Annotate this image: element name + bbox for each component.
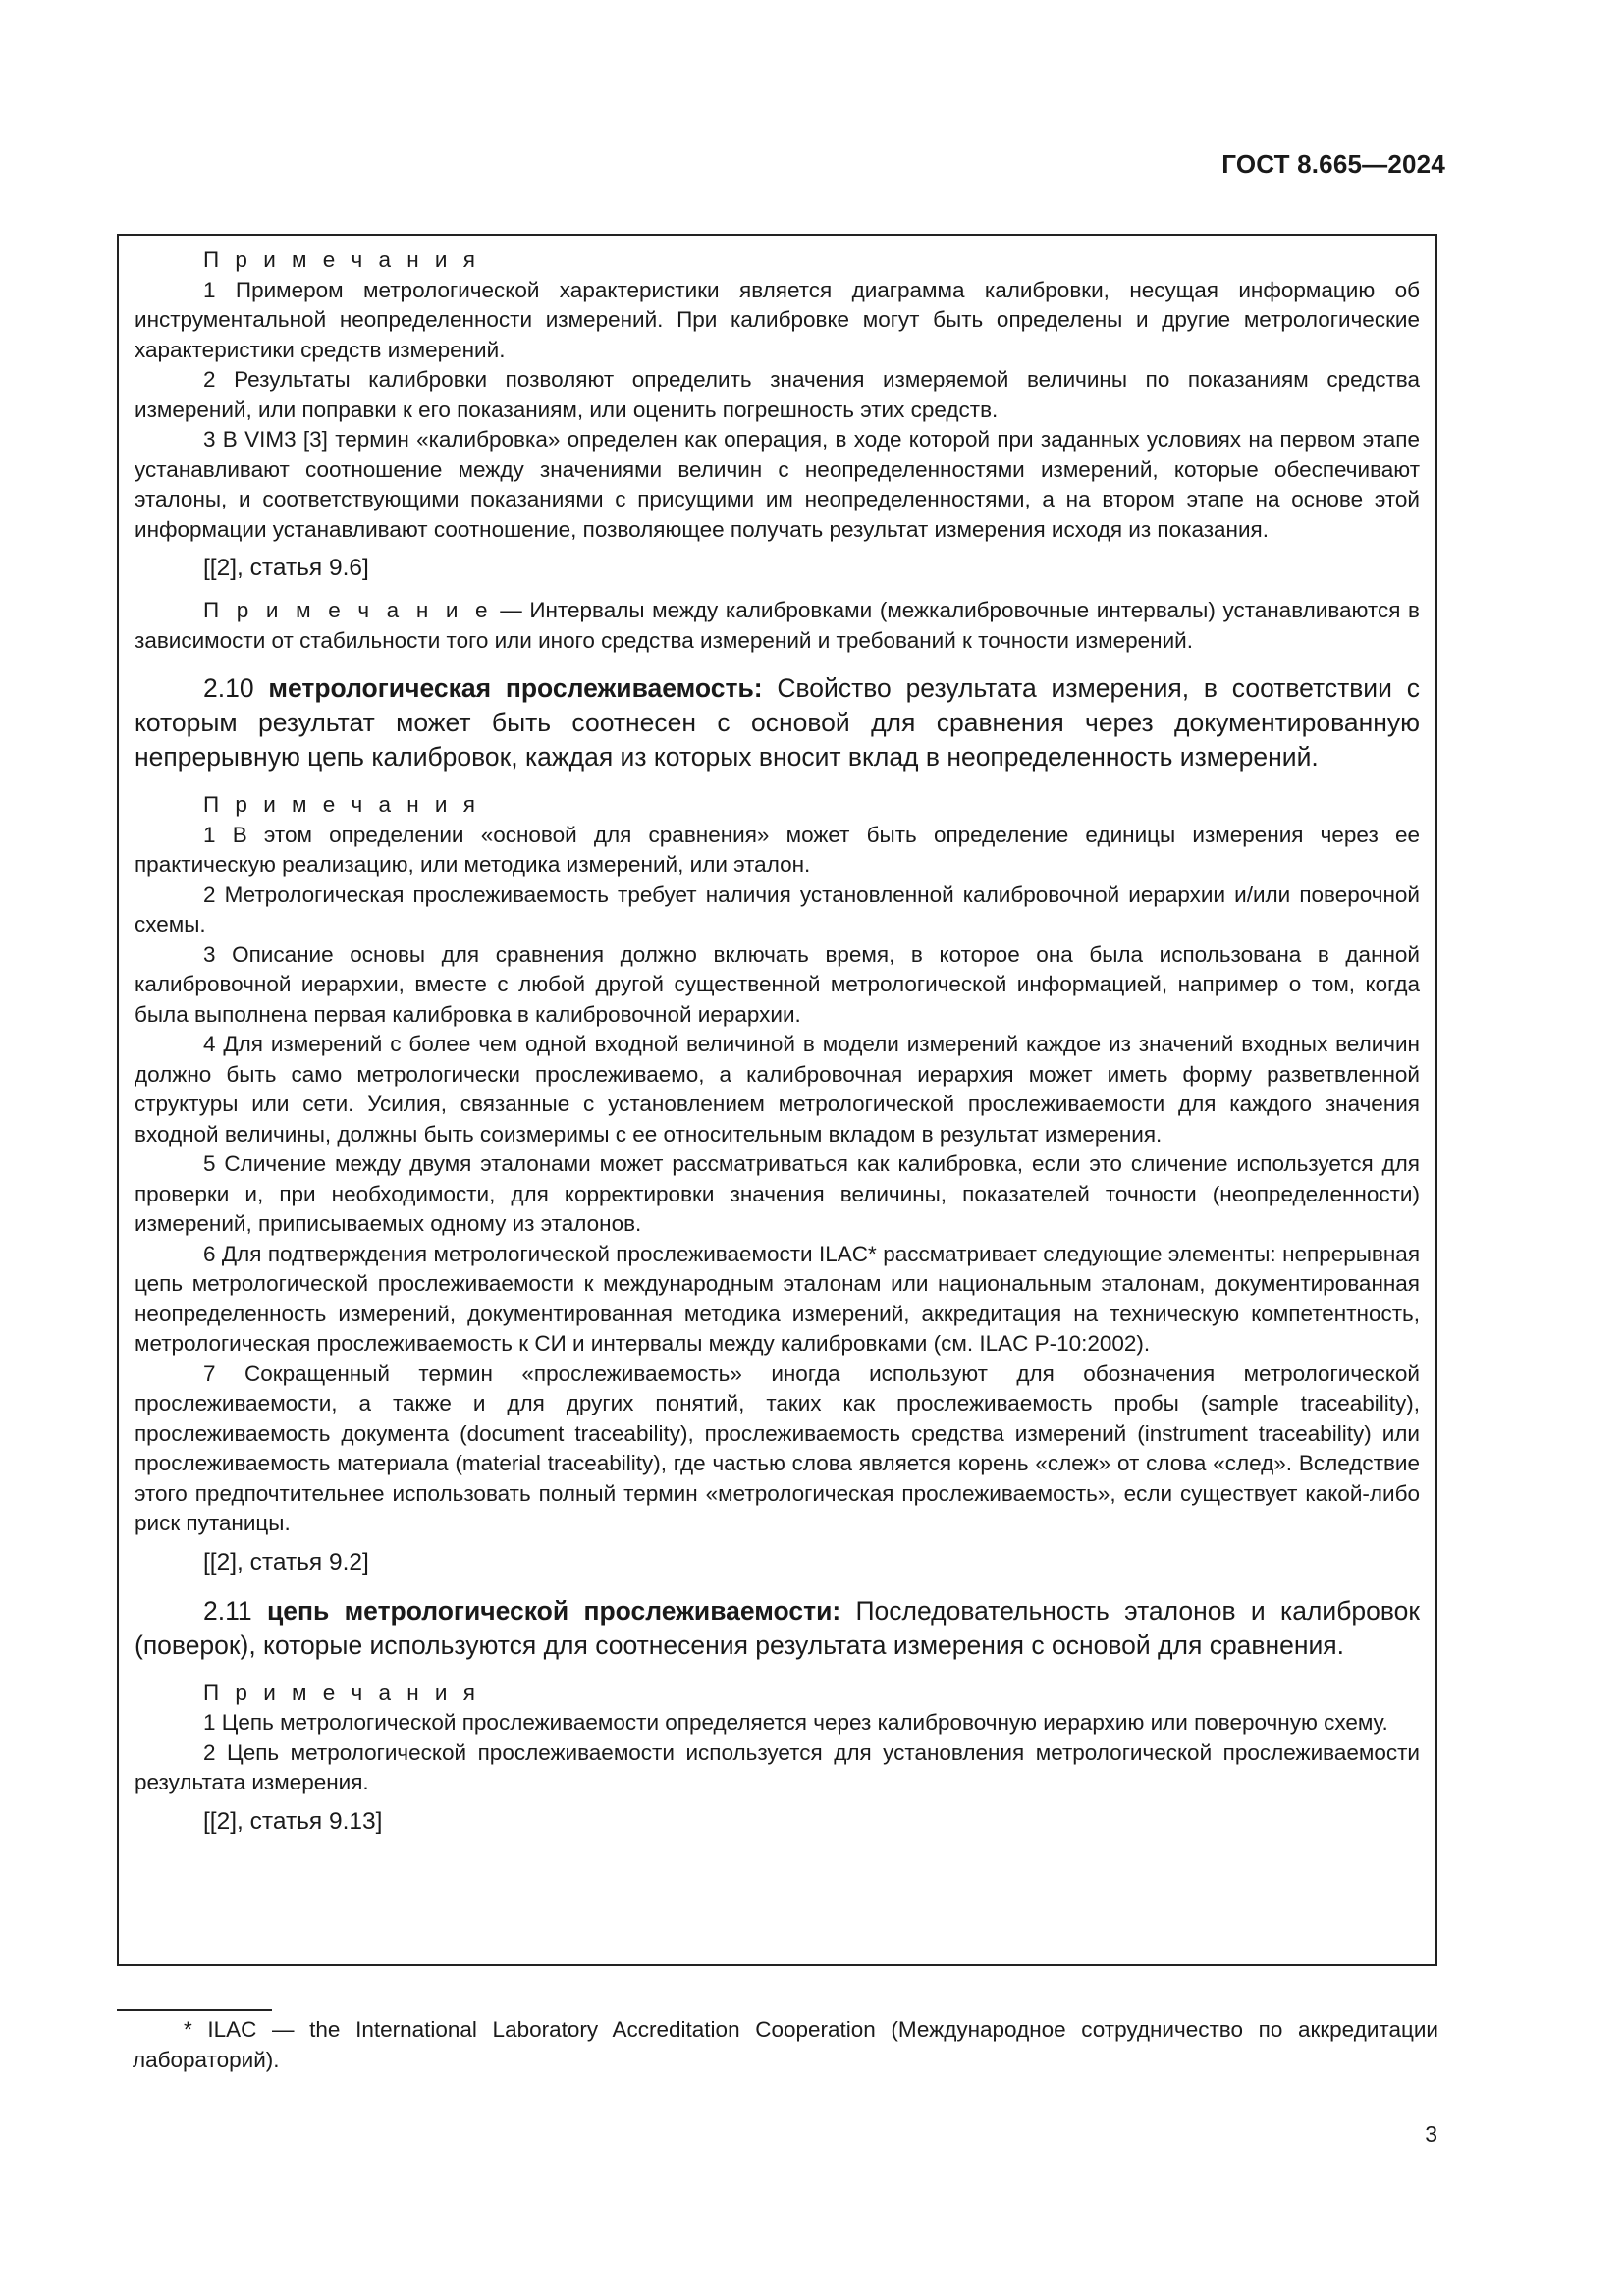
term-number: 2.10 — [203, 673, 254, 703]
note-paragraph: 1 Цепь метрологической прослеживаемости определяется через калибровочную иерархию или поверочную схему. — [203, 1710, 1388, 1735]
terms-frame — [117, 234, 1437, 1966]
term-number: 2.11 — [203, 1595, 252, 1626]
note-paragraph: 3 В VIM3 [3] термин «калибровка» определен как операция, в ходе которой при заданных условиях на первом этапе устанавливают соотношение между значениями величин с неопределенностями измерений, которые обеспечивают эталоны, и соответствующими показаниями с присущими им неопределенностями, а на втором этапе на основе этой информации устанавливают соотношение, позволяющее получать результат измерения исходя из показания. — [135, 427, 1420, 542]
note-paragraph: 2 Метрологическая прослеживаемость требует наличия установленной калибровочной иерархии и/или поверочной схемы. — [135, 881, 1420, 936]
note-paragraph: 7 Сокращенный термин «прослеживаемость» иногда используют для обозначения метрологической прослеживаемости, а также и для других понятий, таких как прослеживаемость пробы (sample traceability), прослеживаемость документа (document traceability), прослеживаемость средства измерений (instrument traceability) или прослеживаемость материала (material traceability), где частью слова является корень «слеж» от слова «след». Вследствие этого предпочтительнее использовать полный термин «метрологическая прослеживаемость», если существует какой-либо риск путаницы. — [135, 1361, 1420, 1535]
term-2-11 — [135, 1594, 1420, 1663]
term-name: метрологическая прослеживаемость: — [268, 673, 763, 703]
notes-title: П р и м е ч а н и я — [203, 1680, 480, 1705]
notes-title: П р и м е ч а н и я — [203, 792, 480, 817]
footnote: * ILAC — the International Laboratory Accreditation Cooperation (Международное сотрудничество по аккредитации лабораторий). — [133, 2017, 1438, 2072]
page-number: 3 — [1425, 2121, 1437, 2147]
note-paragraph: 1 Примером метрологической характеристики является диаграмма калибровки, несущая информацию об инструментальной неопределенности измерений. При калибровке могут быть определены и другие метрологические характеристики средств измерений. — [135, 277, 1420, 362]
note-paragraph: 3 Описание основы для сравнения должно включать время, в которое она была использована в данной калибровочной иерархии, вместе с любой другой существенной метрологической информацией, например о том, когда была выполнена первая калибровка в калибровочной иерархии. — [135, 941, 1420, 1027]
single-note — [135, 596, 1420, 656]
term-definition: Последовательность эталонов и калибровок (поверок), которые используются для соотнесения результата измерения с основой для сравнения. — [135, 1595, 1420, 1660]
note-paragraph: 4 Для измерений с более чем одной входной величиной в модели измерений каждое из значений входных величин должно быть само метрологически прослеживаемо, а калибровочная иерархия может иметь форму разветвленной структуры или сети. Усилия, связанные с установлением метрологической прослеживаемости для каждого значения входной величины, должны быть соизмеримы с ее относительным вкладом в результат измерения. — [135, 1032, 1420, 1147]
note-text: — Интервалы между калибровками (межкалибровочные интервалы) устанавливаются в зависимости от стабильности того или иного средства измерений и требований к точности измерений. — [135, 598, 1420, 653]
footnote-separator — [117, 2009, 272, 2011]
notes-title: П р и м е ч а н и я — [203, 247, 480, 272]
note-paragraph: 2 Цепь метрологической прослеживаемости используется для установления метрологической прослеживаемости результата измерения. — [135, 1739, 1420, 1794]
term-2-10 — [135, 671, 1420, 774]
document-header: ГОСТ 8.665—2024 — [1221, 149, 1445, 179]
note-paragraph: 1 В этом определении «основой для сравнения» может быть определение единицы измерения через ее практическую реализацию, или методика измерений, или эталон. — [135, 822, 1420, 877]
note-label: П р и м е ч а н и е — [203, 598, 493, 622]
note-paragraph: 5 Сличение между двумя эталонами может рассматриваться как калибровка, если это сличение используется для проверки и, при необходимости, для корректировки значения величины, показателей точности (неопределенности) измерений, приписываемых одному из эталонов. — [135, 1151, 1420, 1236]
source-reference: [[2], статья 9.2] — [203, 1548, 369, 1575]
source-reference: [[2], статья 9.6] — [203, 555, 369, 581]
term-definition: Свойство результата измерения, в соответствии с которым результат может быть соотнесен с основой для сравнения через документированную непрерывную цепь калибровок, каждая из которых вносит вклад в неопределенность измерений. — [135, 673, 1420, 772]
note-paragraph: 2 Результаты калибровки позволяют определить значения измеряемой величины по показаниям средства измерений, или поправки к его показаниям, или оценить погрешность этих средств. — [135, 367, 1420, 422]
term-name: цепь метрологической прослеживаемости: — [266, 1595, 841, 1626]
note-paragraph: 6 Для подтверждения метрологической прослеживаемости ILAC* рассматривает следующие элементы: непрерывная цепь метрологической прослеживаемости к международным эталонам или национальным эталонам, документированная неопределенность измерений, документированная методика измерений, аккредитация на техническую компетентность, метрологическая прослеживаемость к СИ и интервалы между калибровками (см. ILAC P-10:2002). — [135, 1241, 1420, 1356]
source-reference: [[2], статья 9.13] — [203, 1807, 383, 1835]
